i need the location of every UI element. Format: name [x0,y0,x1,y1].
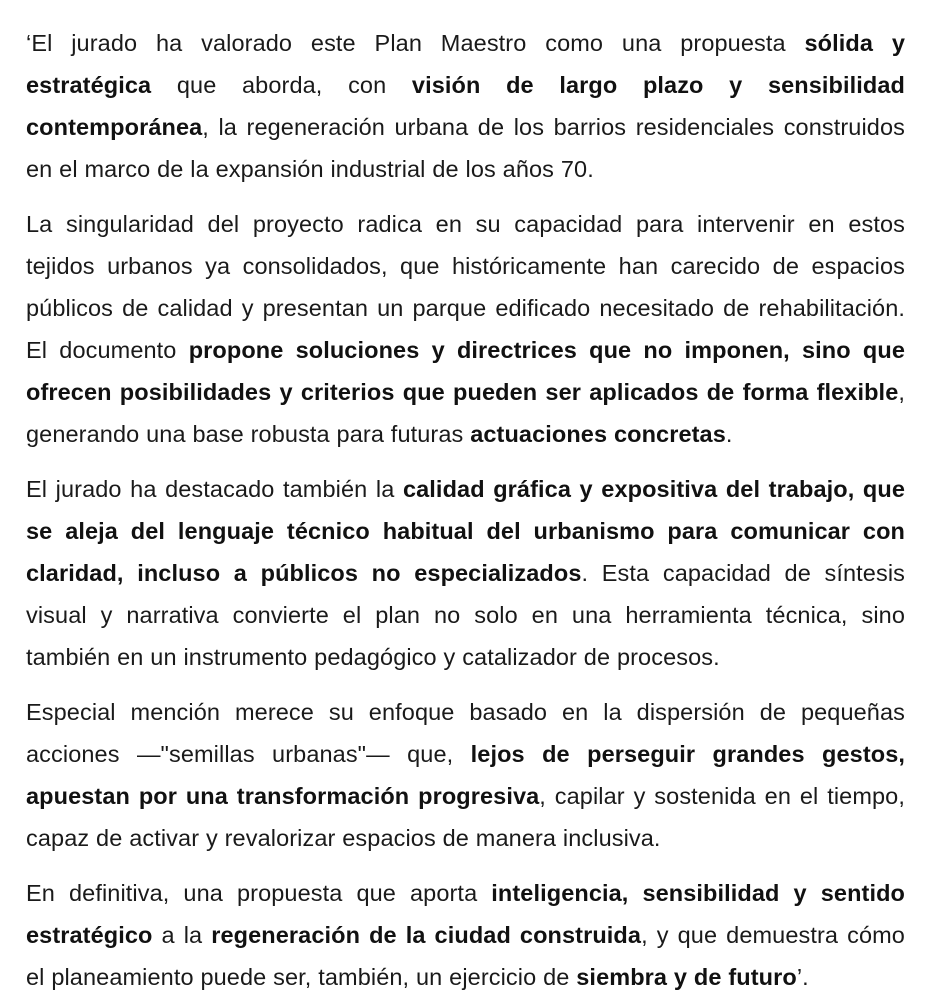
text-run-bold: lejos de perseguir grandes gestos, apuestan por una transformación progresiva [26,741,905,809]
paragraph [26,872,905,998]
text-run: La singularidad del proyecto radica en su capacidad para intervenir en estos tejidos urbanos ya consolidados, que históricamente han carecido de espacios públicos de calidad y presentan un parque edificado necesitado de rehabilitación. El documento [26,211,905,363]
paragraph [26,203,905,455]
document-body [26,22,905,998]
text-run: Especial mención merece su enfoque basado en la dispersión de pequeñas acciones —"semillas urbanas"— que, [26,699,905,767]
text-run-bold: propone soluciones y directrices que no imponen, sino que ofrecen posibilidades y criterios que pueden ser aplicados de forma flexible [26,337,905,405]
text-run: En definitiva, una propuesta que aporta [26,880,492,906]
text-run: a la [152,922,212,948]
text-run: , y que demuestra cómo el planeamiento puede ser, también, un ejercicio de [26,922,905,990]
text-run-bold: visión de largo plazo y sensibilidad contemporánea [26,72,905,140]
text-run: . Esta capacidad de síntesis visual y narrativa convierte el plan no solo en una herramienta técnica, sino también en un instrumento pedagógico y catalizador de procesos. [26,560,905,670]
text-run-bold: calidad gráfica y expositiva del trabajo, que se aleja del lenguaje técnico habitual del urbanismo para comunicar con claridad, incluso a públicos no especializados [26,476,905,586]
text-run: El jurado ha destacado también la [26,476,403,502]
text-run: ’. [796,964,809,990]
paragraph [26,691,905,859]
text-run-bold: inteligencia, sensibilidad y sentido estratégico [26,880,905,948]
text-run-bold: actuaciones concretas [470,421,726,447]
paragraph [26,22,905,190]
text-run: , capilar y sostenida en el tiempo, capaz de activar y revalorizar espacios de manera inclusiva. [26,783,905,851]
text-run: . [725,421,733,447]
paragraph [26,468,905,678]
text-run: que aborda, con [151,72,412,98]
text-run: , generando una base robusta para futuras [26,379,905,447]
text-run-bold: sólida y estratégica [26,30,905,98]
text-run-bold: siembra y de futuro [576,964,797,990]
text-run-bold: regeneración de la ciudad construida [211,922,642,948]
text-run: , la regeneración urbana de los barrios residenciales construidos en el marco de la expansión industrial de los años 70. [26,114,905,182]
text-run: ‘El jurado ha valorado este Plan Maestro como una propuesta [26,30,805,56]
